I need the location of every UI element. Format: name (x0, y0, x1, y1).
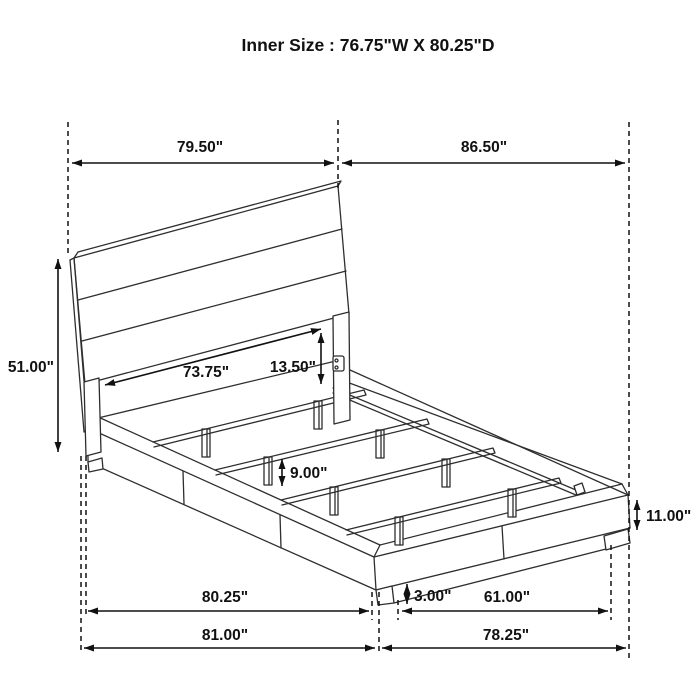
support-leg (508, 489, 516, 517)
dim-frame-side-height (637, 500, 691, 530)
dim-label-headboard-width: 79.50" (176, 139, 224, 156)
dim-label-frame-side-height: 11.00" (646, 508, 692, 525)
plinth-head-left-block (88, 458, 103, 472)
dim-label-headboard-height: 51.00" (7, 359, 54, 376)
dim-support-leg-height (282, 459, 328, 486)
dim-label-footboard-span: 61.00" (483, 589, 531, 606)
dim-bed-depth-top (342, 139, 625, 163)
longitudinal-rail (333, 388, 585, 495)
dim-label-overall-width: 81.00" (201, 627, 249, 644)
support-leg (264, 457, 272, 485)
dim-headboard-height (8, 259, 58, 452)
diagram-title: Inner Size : 76.75"W X 80.25"D (241, 35, 495, 55)
dim-label-frame-width: 80.25" (201, 589, 249, 606)
platform-right-rail-top-inner (344, 381, 622, 484)
dim-label-base-height: 3.00" (414, 588, 452, 605)
dim-base-height (407, 584, 452, 605)
dim-label-bed-depth-top: 86.50" (460, 139, 508, 156)
dim-label-headboard-inner-width: 73.75" (182, 364, 230, 381)
platform-foot-rail-top-inner (380, 484, 622, 545)
support-leg (442, 459, 450, 487)
headboard-left-leg (84, 378, 101, 456)
dim-overall-width (84, 627, 375, 648)
platform-corner-verticals (88, 428, 630, 590)
platform-left-rail-top-inner (96, 416, 380, 545)
dim-label-headboard-to-rail-height: 13.50" (269, 359, 316, 376)
rail-mounting-bracket (333, 356, 344, 371)
support-leg (314, 401, 322, 429)
rail-end-cap (574, 483, 585, 495)
support-leg (376, 430, 384, 458)
dim-overall-depth (382, 627, 626, 648)
dim-label-overall-depth: 78.25" (482, 627, 530, 644)
dim-headboard-width (72, 139, 334, 163)
slat-support-legs (202, 401, 516, 545)
dim-frame-width (88, 589, 369, 611)
platform-left-face-bottom (88, 462, 376, 590)
platform-foot-rail-top-outer (374, 495, 628, 557)
dim-label-support-leg-height: 9.00" (290, 465, 328, 482)
plinth-right-foot-block (604, 529, 630, 550)
